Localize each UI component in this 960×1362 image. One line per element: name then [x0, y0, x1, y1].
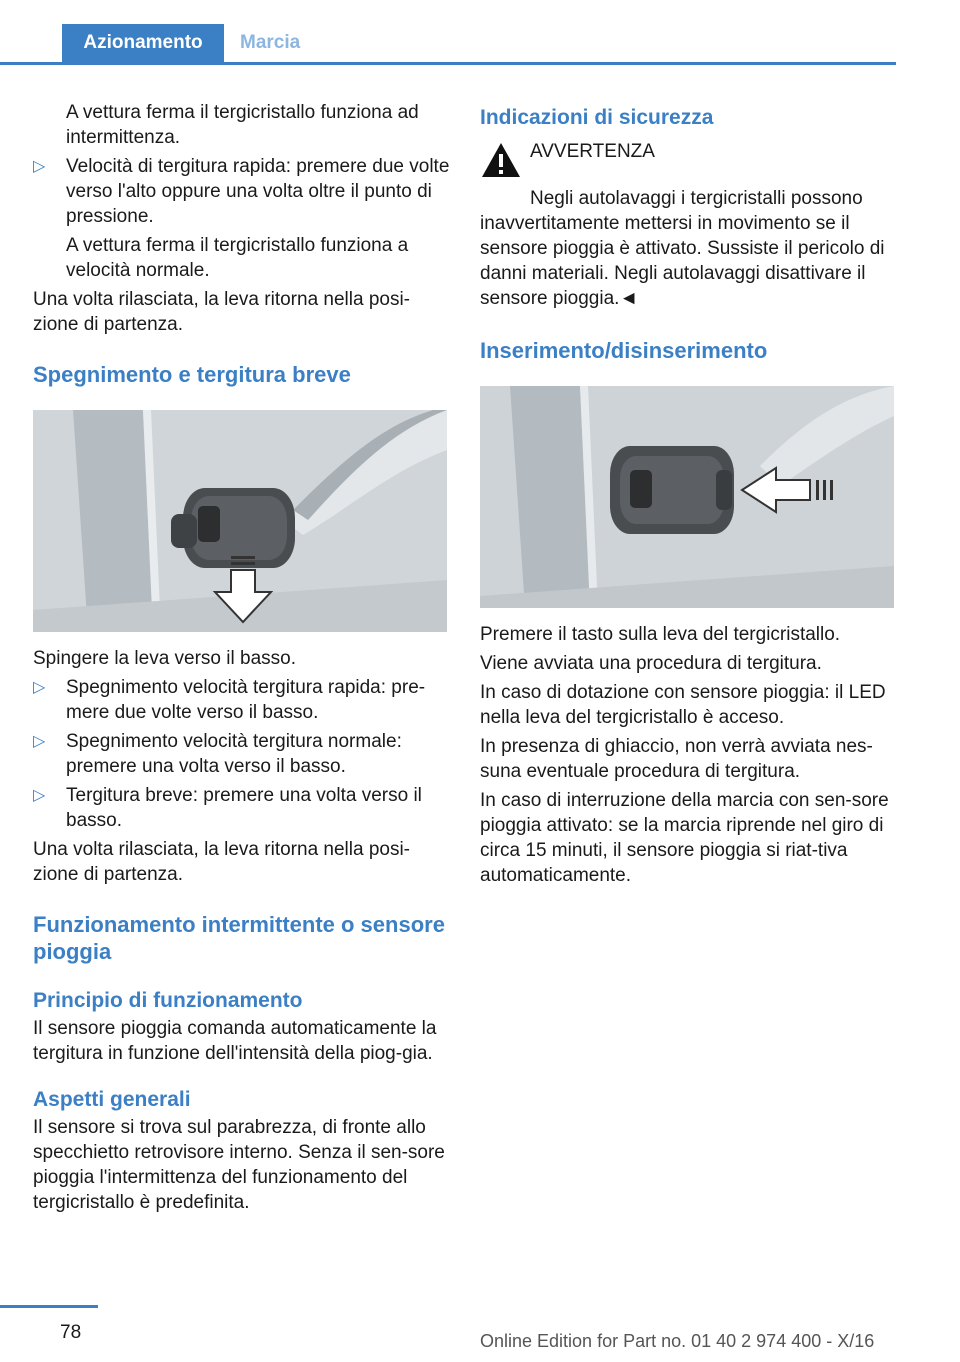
list-item [33, 783, 451, 833]
subsection-heading: Aspetti generali [33, 1088, 191, 1111]
paragraph: Spingere la leva verso il basso. [33, 648, 296, 669]
warning-title: AVVERTENZA [530, 141, 655, 162]
paragraph: In presenza di ghiaccio, non verrà avviata nes-suna eventuale procedura di tergitura. [480, 736, 873, 782]
triangle-right-icon: ▷ [33, 787, 46, 804]
footer-divider [0, 1305, 98, 1308]
paragraph: A vettura ferma il tergicristallo funziona ad intermittenza. [66, 102, 419, 148]
paragraph: In caso di interruzione della marcia con sen-sore pioggia attivato: se la marcia riprende nel giro di circa 15 minuti, il sensore pioggia si riat-tiva automaticamente. [480, 790, 889, 886]
list-item-text: Tergitura breve: premere una volta verso il basso. [66, 785, 422, 831]
paragraph: Viene avviata una procedura di tergitura. [480, 653, 822, 674]
warning-text: Negli autolavaggi i tergicristalli possono inavvertitamente mettersi in movimento se il sensore pioggia è attivato. Sussiste il pericolo di danni materiali. Negli autolavaggi disattivare il sensore pioggia.◄ [480, 188, 885, 309]
tab-marcia[interactable]: Marcia [240, 32, 301, 53]
warning-box [480, 135, 898, 186]
list-item [33, 675, 451, 725]
triangle-right-icon: ▷ [33, 158, 46, 175]
paragraph: Il sensore si trova sul parabrezza, di fronte allo specchietto retrovisore interno. Senza il sen-sore pioggia l'intermittenza del funzionamento del tergicristallo è predefinita. [33, 1117, 445, 1213]
paragraph: In caso di dotazione con sensore pioggia: il LED nella leva del tergicristallo è acceso. [480, 682, 886, 728]
section-heading: Inserimento/disinserimento [480, 338, 768, 363]
header-tabbar [0, 24, 896, 65]
wiper-lever-down-image [33, 410, 447, 632]
list-item-text: Spegnimento velocità tergitura normale: premere una volta verso il basso. [66, 731, 402, 777]
page-number: 78 [60, 1322, 82, 1343]
list-item [33, 729, 451, 779]
subsection-heading: Principio di funzionamento [33, 989, 303, 1012]
section-heading: Indicazioni di sicurezza [480, 106, 714, 129]
left-column [33, 100, 451, 1219]
list-item-text: Velocità di tergitura rapida: premere due volte verso l'alto oppure una volta oltre il punto di pressione. [66, 156, 450, 227]
section-heading: Funzionamento intermittente o sensore pioggia [33, 912, 445, 964]
paragraph: A vettura ferma il tergicristallo funziona a velocità normale. [66, 235, 409, 281]
list-item [33, 154, 451, 229]
footer-edition: Online Edition for Part no. 01 40 2 974 400 - X/16 [480, 1331, 875, 1351]
triangle-right-icon: ▷ [33, 679, 46, 696]
right-column [480, 100, 898, 892]
tab-azionamento[interactable]: Azionamento [62, 24, 224, 62]
triangle-right-icon: ▷ [33, 733, 46, 750]
list-item-text: Spegnimento velocità tergitura rapida: pre-mere due volte verso il basso. [66, 677, 426, 723]
paragraph: Il sensore pioggia comanda automaticamente la tergitura in funzione dell'intensità della piog-gia. [33, 1018, 437, 1064]
paragraph: Una volta rilasciata, la leva ritorna nella posi-zione di partenza. [33, 839, 411, 885]
section-heading: Spegnimento e tergitura breve [33, 362, 351, 387]
wiper-lever-button-image [480, 386, 894, 608]
paragraph: Una volta rilasciata, la leva ritorna nella posi-zione di partenza. [33, 289, 411, 335]
warning-triangle-icon [480, 141, 522, 186]
paragraph: Premere il tasto sulla leva del tergicristallo. [480, 624, 841, 645]
